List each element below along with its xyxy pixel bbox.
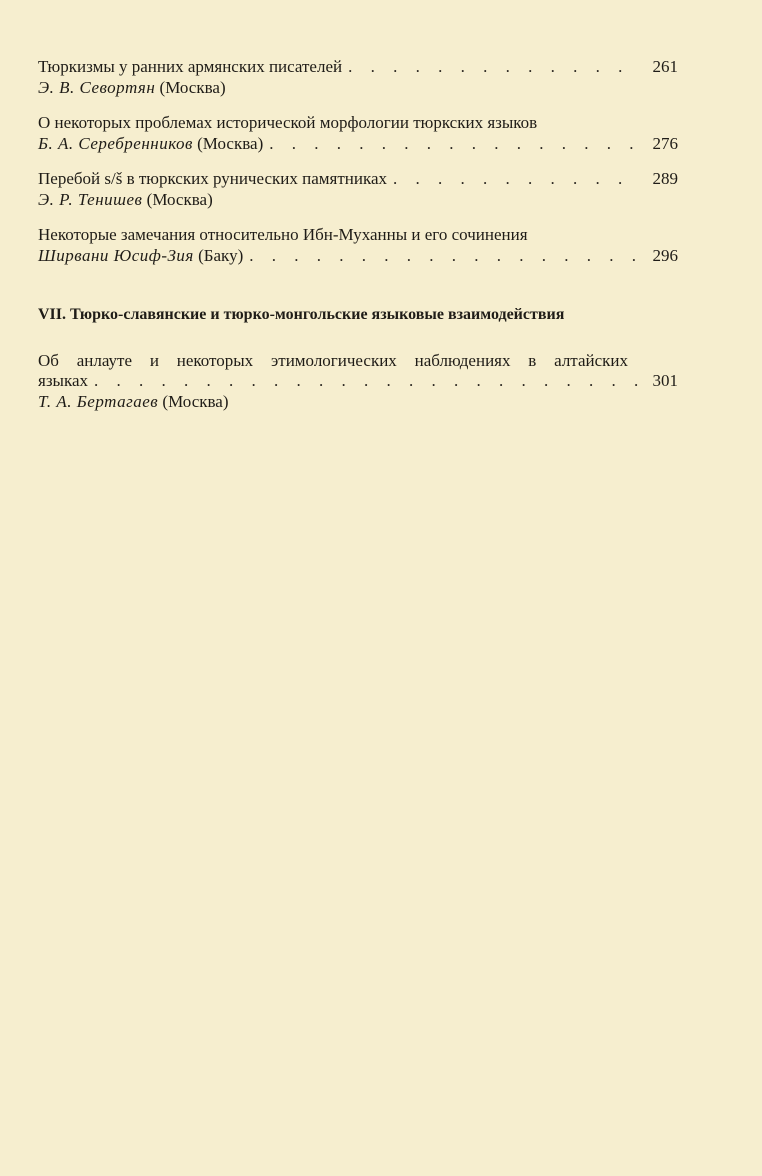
toc-entry: [38, 352, 678, 412]
toc-entry-author-line: [38, 245, 678, 266]
leader-dots: [249, 245, 640, 266]
leader-dots: [94, 370, 640, 391]
toc-entry-title: О некоторых проблемах исторической морфологии тюркских языков: [38, 113, 538, 132]
author-city: (Москва): [159, 78, 226, 97]
author-city: (Москва): [146, 190, 213, 209]
author-name: Б. А. Серебренников: [38, 134, 193, 153]
leader-dots: [393, 168, 640, 189]
author-city: (Москва): [197, 134, 264, 153]
toc-entry-title: Перебой s/š в тюркских рунических памятниках: [38, 169, 387, 188]
section-heading: VII. Тюрко-славянские и тюрко-монгольские языковые взаимодействия: [38, 306, 565, 323]
author-name: Э. Р. Тенишев: [38, 190, 143, 209]
table-of-contents: [38, 56, 678, 426]
toc-entry-author-line: [38, 189, 678, 210]
toc-entry-page: 289: [652, 169, 678, 188]
toc-entry-page: 296: [652, 246, 678, 265]
author-city: (Баку): [198, 246, 244, 265]
author-name: Э. В. Севортян: [38, 78, 156, 97]
toc-entry-title: Тюркизмы у ранних армянских писателей: [38, 57, 343, 76]
toc-entry-page: 301: [652, 371, 678, 390]
author-city: (Москва): [162, 392, 229, 411]
toc-entry-title-line: [38, 370, 678, 391]
toc-entry-title-line: [38, 56, 678, 77]
leader-dots: [269, 133, 640, 154]
toc-entry-author-line: [38, 77, 678, 98]
toc-entry-page: 276: [652, 134, 678, 153]
toc-entry-title: Об анлауте и некоторых этимологических наблюдениях в алтайских: [38, 351, 628, 370]
toc-entry-author-line: [38, 133, 678, 154]
toc-entry-title-continued: языках: [38, 371, 89, 390]
toc-entry-author-line: [38, 391, 678, 412]
toc-entry-page: 261: [652, 57, 678, 76]
toc-entry-title-line: [38, 224, 678, 245]
author-name: Ширвани Юсиф-Зия: [38, 246, 194, 265]
toc-entry: [38, 168, 678, 210]
toc-entry-title: Некоторые замечания относительно Ибн-Муханны и его сочинения: [38, 225, 528, 244]
toc-entry: [38, 224, 678, 266]
toc-entry: [38, 112, 678, 154]
author-name: Т. А. Бертагаев: [38, 392, 159, 411]
toc-entry-title-line: [38, 112, 678, 133]
toc-entry: [38, 56, 678, 98]
leader-dots: [348, 56, 640, 77]
toc-entry-title-line: [38, 168, 678, 189]
